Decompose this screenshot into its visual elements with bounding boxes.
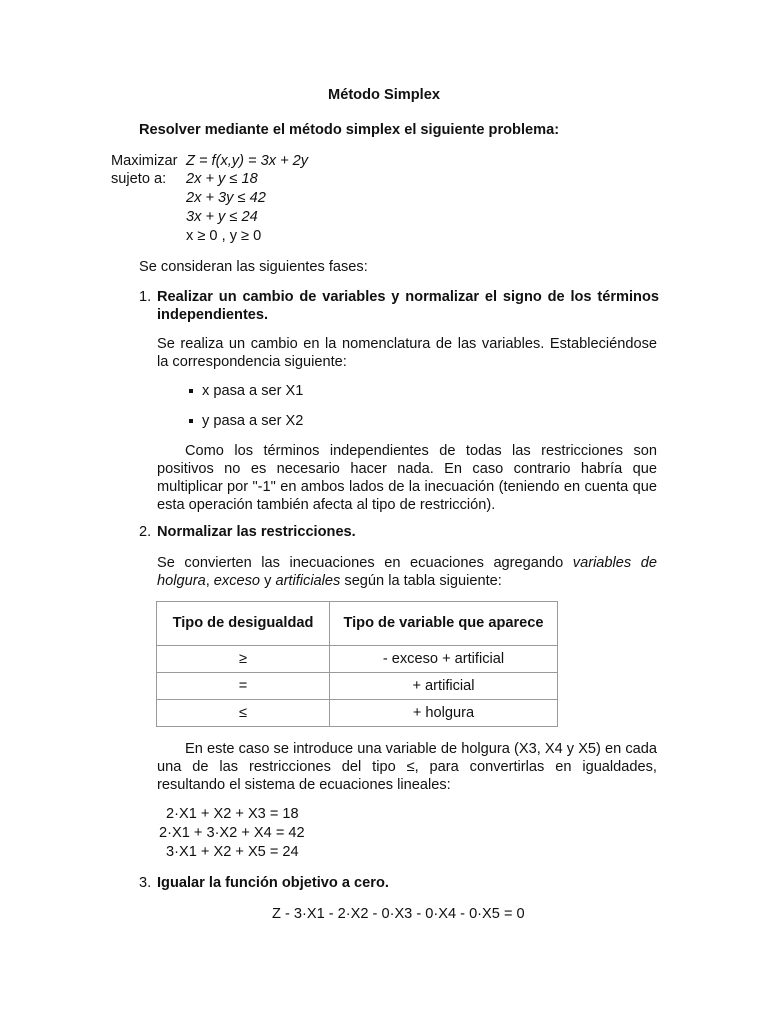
- table-row: [157, 646, 558, 673]
- table-row: [157, 700, 558, 727]
- list-item-text: x pasa a ser X1: [202, 383, 304, 399]
- table-cell: =: [157, 673, 330, 700]
- bullet-square-icon: [189, 389, 193, 393]
- phase-2-heading: [139, 523, 659, 541]
- text-run: ,: [205, 573, 214, 589]
- table-header-cell: Tipo de variable que aparece: [330, 602, 558, 646]
- inequality-type-table: [156, 601, 558, 727]
- table-row: [157, 673, 558, 700]
- table-cell: + artificial: [330, 673, 558, 700]
- constraint-nonneg: x ≥ 0 , y ≥ 0: [186, 228, 262, 244]
- table-cell: - exceso + artificial: [330, 646, 558, 673]
- phases-intro: Se consideran las siguientes fases:: [139, 259, 368, 275]
- phase-2-paragraph-2: En este caso se introduce una variable de holgura (X3, X4 y X5) en cada una de las restricciones del tipo ≤, para convertirlas en igualdades, resultando el sistema de ecuaciones lineales:: [157, 741, 657, 793]
- phase-3-title: Igualar la función objetivo a cero.: [157, 875, 389, 891]
- objective-function: Z = f(x,y) = 3x + 2y: [186, 153, 309, 169]
- phase-3-number: 3.: [139, 875, 152, 891]
- subject-to-label: sujeto a:: [111, 171, 167, 187]
- constraint-2: 2x + 3y ≤ 42: [186, 190, 266, 206]
- constraint-1: 2x + y ≤ 18: [186, 171, 258, 187]
- equation-2: 2·X1 + 3·X2 + X4 = 42: [159, 825, 305, 841]
- phase-1-paragraph-2: Como los términos independientes de todas las restricciones son positivos no es necesario hacer nada. En caso contrario habría que multiplicar por "-1" en ambos lados de la inecuación (teniendo en cuenta que esta operación también afecta al tipo de restricción).: [157, 443, 657, 513]
- page-title: Método Simplex: [328, 87, 440, 103]
- table-header-row: [157, 602, 558, 646]
- phase-1-title: Realizar un cambio de variables y normalizar el signo de los términos independientes.: [157, 289, 659, 323]
- problem-statement: Resolver mediante el método simplex el siguiente problema:: [139, 122, 560, 138]
- text-run: y: [260, 573, 276, 589]
- list-item-text: y pasa a ser X2: [202, 413, 304, 429]
- list-item: [190, 412, 303, 430]
- phase-1-number: 1.: [139, 289, 152, 305]
- phase-2-title: Normalizar las restricciones.: [157, 524, 356, 540]
- equation-3: 3·X1 + X2 + X5 = 24: [166, 844, 299, 860]
- phase-1-heading: [139, 288, 659, 324]
- text-run: Se convierten las inecuaciones en ecuaciones agregando: [157, 555, 573, 571]
- table-cell: ≥: [157, 646, 330, 673]
- list-item: [190, 382, 303, 400]
- text-run-italic: exceso: [213, 573, 261, 589]
- objective-equation: Z - 3·X1 - 2·X2 - 0·X3 - 0·X4 - 0·X5 = 0: [272, 906, 525, 922]
- bullet-square-icon: [189, 419, 193, 423]
- constraint-3: 3x + y ≤ 24: [186, 209, 258, 225]
- table-header-cell: Tipo de desigualdad: [157, 602, 330, 646]
- phase-2-number: 2.: [139, 524, 152, 540]
- phase-2-paragraph-1: [157, 554, 657, 590]
- table-cell: + holgura: [330, 700, 558, 727]
- phase-1-paragraph-1: Se realiza un cambio en la nomenclatura de las variables. Estableciéndose la correspondencia siguiente:: [157, 336, 657, 370]
- table-cell: ≤: [157, 700, 330, 727]
- equation-1: 2·X1 + X2 + X3 = 18: [166, 806, 299, 822]
- phase-3-heading: [139, 874, 659, 892]
- text-run-italic: artificiales: [275, 573, 341, 589]
- text-run-italic: variables de holgura: [157, 555, 657, 589]
- maximize-label: Maximizar: [111, 153, 178, 169]
- text-run: según la tabla siguiente:: [340, 573, 502, 589]
